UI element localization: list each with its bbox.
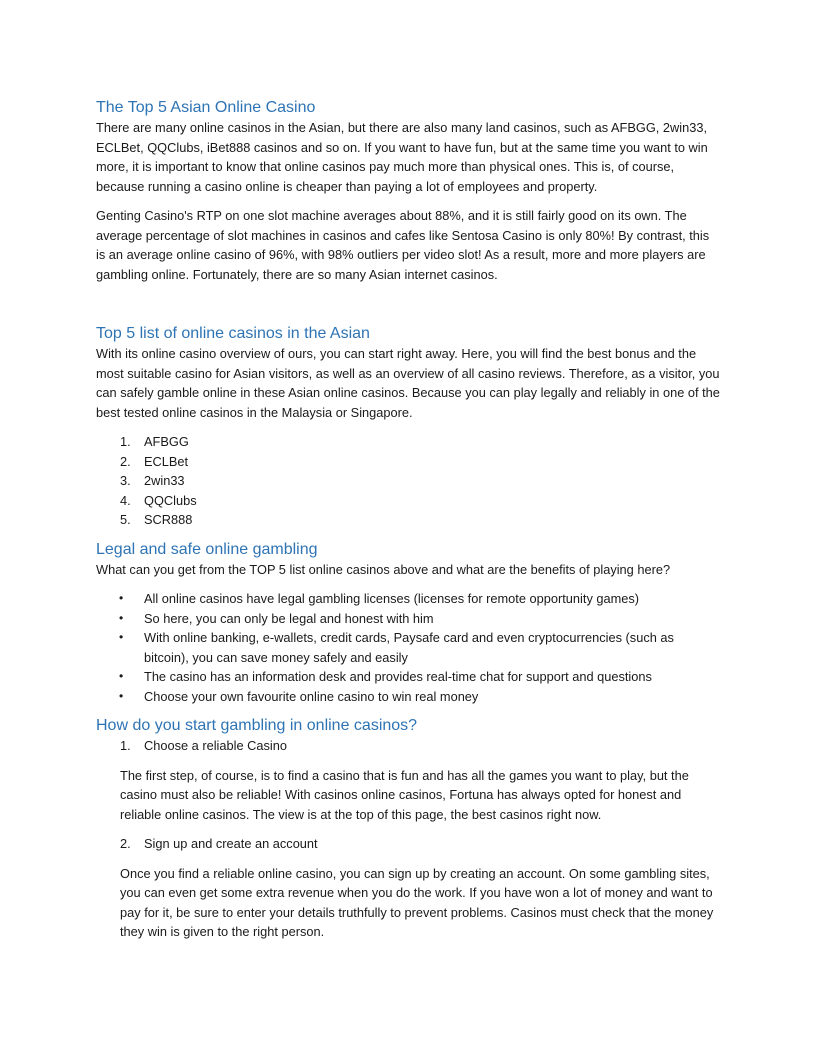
list-item: [96, 510, 720, 530]
list-item: [96, 609, 720, 629]
step-1: [96, 736, 720, 756]
paragraph-top5-intro: There are many online casinos in the Asian, but there are also many land casinos, such as AFBGG, 2win33, ECLBet, QQClubs, iBet888 casinos and so on. If you want to have fun, but at the same time you want to win more, it is important to know that online casinos pay much more than physical ones. This is, of course, because running a casino online is cheaper than paying a lot of employees and property.: [96, 120, 708, 194]
list-number: 5.: [120, 512, 131, 527]
list-item: [96, 471, 720, 491]
list-item-text: The casino has an information desk and provides real-time chat for support and questions: [144, 669, 652, 684]
paragraph-top5-rtp: Genting Casino's RTP on one slot machine averages about 88%, and it is still fairly good on its own. The average percentage of slot machines in casinos and cafes like Sentosa Casino is only 80%! By contrast, this is an average online casino of 96%, with 98% outliers per video slot! As a result, more and more players are gambling online. Fortunately, there are so many Asian internet casinos.: [96, 208, 710, 282]
list-number: 2.: [120, 453, 131, 469]
bullet-icon: •: [119, 669, 124, 683]
list-item: [96, 491, 720, 511]
list-number: 4.: [120, 492, 131, 508]
bullet-icon: •: [119, 688, 124, 703]
list-number: 3.: [120, 473, 131, 488]
bullet-icon: •: [119, 610, 124, 625]
paragraph-legal-intro: What can you get from the TOP 5 list online casinos above and what are the benefits of playing here?: [96, 561, 671, 577]
list-item: [96, 452, 720, 472]
list-item-text: So here, you can only be legal and honest with him: [144, 610, 434, 626]
list-item: [96, 589, 720, 609]
list-item-text: All online casinos have legal gambling licenses (licenses for remote opportunity games): [144, 591, 640, 606]
list-item-text: Choose your own favourite online casino to win real money: [144, 688, 479, 704]
bullet-icon: •: [119, 591, 124, 605]
paragraph-step2-body: Once you find a reliable online casino, you can sign up by creating an account. On some gambling sites, you can even get some extra revenue when you do the work. If you have won a lot of money and want to pay for it, be sure to enter your details truthfully to prevent problems. Casinos must check that the money they win is given to the right person.: [120, 865, 714, 939]
list-item-text: With online banking, e-wallets, credit cards, Paysafe card and even cryptocurrencies (such as bitcoin), you can save money safely and easily: [144, 630, 674, 665]
heading-legal: Legal and safe online gambling: [96, 540, 318, 558]
paragraph-step1-body: The first step, of course, is to find a casino that is fun and has all the games you want to play, but the casino must also be reliable! With casinos online casinos, Fortuna has always opted for honest and reliable online casinos. The view is at the top of this page, the best casinos right now.: [120, 767, 689, 822]
list-item: [96, 432, 720, 452]
list-item-text: QQClubs: [144, 492, 197, 508]
heading-start: How do you start gambling in online casinos?: [96, 717, 418, 734]
step-title: Choose a reliable Casino: [144, 738, 287, 753]
list-item: [96, 667, 720, 687]
list-item: [96, 628, 720, 667]
casino-list: [96, 432, 720, 530]
list-item-text: SCR888: [144, 512, 193, 527]
bullet-icon: •: [119, 630, 124, 644]
paragraph-list-intro: With its online casino overview of ours, you can start right away. Here, you will find the best bonus and the most suitable casino for Asian visitors, as well as an overview of all casino reviews. Therefore, as a visitor, you can safely gamble online in these Asian online casinos. Because you can play legally and reliably in one of the best tested online casinos in the Malaysia or Singapore.: [96, 346, 720, 420]
heading-top5-list: Top 5 list of online casinos in the Asian: [96, 325, 370, 342]
step-2: [96, 834, 720, 854]
list-item-text: AFBGG: [144, 434, 189, 449]
step-number: 2.: [120, 836, 131, 851]
step-number: 1.: [120, 738, 131, 753]
list-item-text: 2win33: [144, 473, 185, 488]
list-item: [96, 687, 720, 707]
list-item-text: ECLBet: [144, 453, 189, 469]
step-title: Sign up and create an account: [144, 836, 318, 851]
benefits-list: [96, 589, 720, 706]
document-page: [96, 98, 720, 952]
list-number: 1.: [120, 434, 131, 449]
heading-top5: The Top 5 Asian Online Casino: [96, 99, 316, 116]
